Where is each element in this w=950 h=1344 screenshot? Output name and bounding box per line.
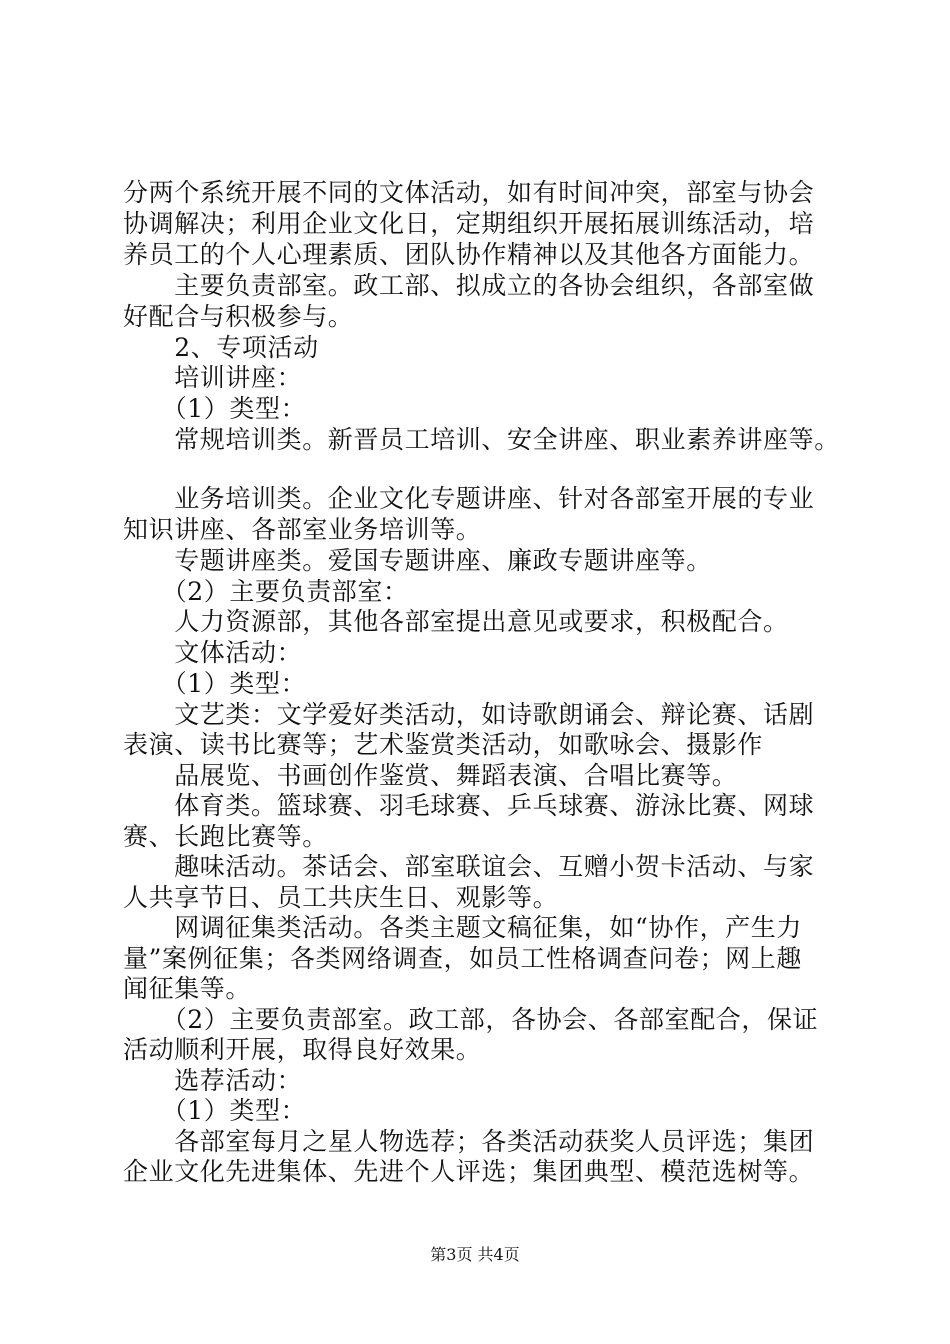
text-line: 体育类。篮球赛、羽毛球赛、乒乓球赛、游泳比赛、网球 <box>123 791 815 820</box>
text-line: （1）类型： <box>123 1096 307 1125</box>
text-line: 协调解决；利用企业文化日，定期组织开展拓展训练活动，培 <box>123 209 815 238</box>
text-line: 赛、长跑比赛等。 <box>123 822 328 851</box>
text-line: 表演、读书比赛等；艺术鉴赏类活动，如歌咏会、摄影作 <box>123 730 764 759</box>
text-line: 好配合与积极参与。 <box>123 302 354 331</box>
text-line: 闻征集等。 <box>123 974 252 1003</box>
page-footer: 第3页 共4页 <box>430 1245 520 1264</box>
text-line: 各部室每月之星人物选荐；各类活动获奖人员评选；集团 <box>123 1127 815 1156</box>
text-line: 养员工的个人心理素质、团队协作精神以及其他各方面能力。 <box>123 240 815 269</box>
text-line: 文艺类：文学爱好类活动，如诗歌朗诵会、辩论赛、话剧 <box>123 700 815 729</box>
subsection-heading: 文体活动： <box>123 638 303 667</box>
text-line: （1）类型： <box>123 394 307 423</box>
text-line: 企业文化先进集体、先进个人评选；集团典型、模范选树等。 <box>123 1157 815 1186</box>
text-line: （2）主要负责部室。政工部，各协会、各部室配合，保证 <box>123 1005 819 1034</box>
text-line: 人共享节日、员工共庆生日、观影等。 <box>123 883 559 912</box>
text-line: 业务培训类。企业文化专题讲座、针对各部室开展的专业 <box>123 484 815 513</box>
text-line: 活动顺利开展，取得良好效果。 <box>123 1035 482 1064</box>
section-heading: 2、专项活动 <box>123 333 319 362</box>
text-line: 网调征集类活动。各类主题文稿征集，如“协作，产生力 <box>123 913 802 942</box>
text-line: 主要负责部室。政工部、拟成立的各协会组织，各部室做 <box>123 271 815 300</box>
text-line: （2）主要负责部室： <box>123 577 409 606</box>
text-line: （1）类型： <box>123 669 307 698</box>
text-line: 专题讲座类。爱国专题讲座、廉政专题讲座等。 <box>123 546 712 575</box>
subsection-heading: 选荐活动： <box>123 1066 303 1095</box>
text-line: 趣味活动。茶话会、部室联谊会、互赠小贺卡活动、与家 <box>123 852 815 881</box>
text-line: 人力资源部，其他各部室提出意见或要求，积极配合。 <box>123 607 789 636</box>
text-line: 分两个系统开展不同的文体活动，如有时间冲突，部室与协会 <box>123 178 815 207</box>
subsection-heading: 培训讲座： <box>123 363 303 392</box>
text-line: 知识讲座、各部室业务培训等。 <box>123 515 482 544</box>
text-line: 品展览、书画创作鉴赏、舞蹈表演、合唱比赛等。 <box>123 761 738 790</box>
text-line: 常规培训类。新晋员工培训、安全讲座、职业素养讲座等。 <box>123 425 840 454</box>
text-line: 量”案例征集；各类网络调查，如员工性格调查问卷；网上趣 <box>123 944 802 973</box>
